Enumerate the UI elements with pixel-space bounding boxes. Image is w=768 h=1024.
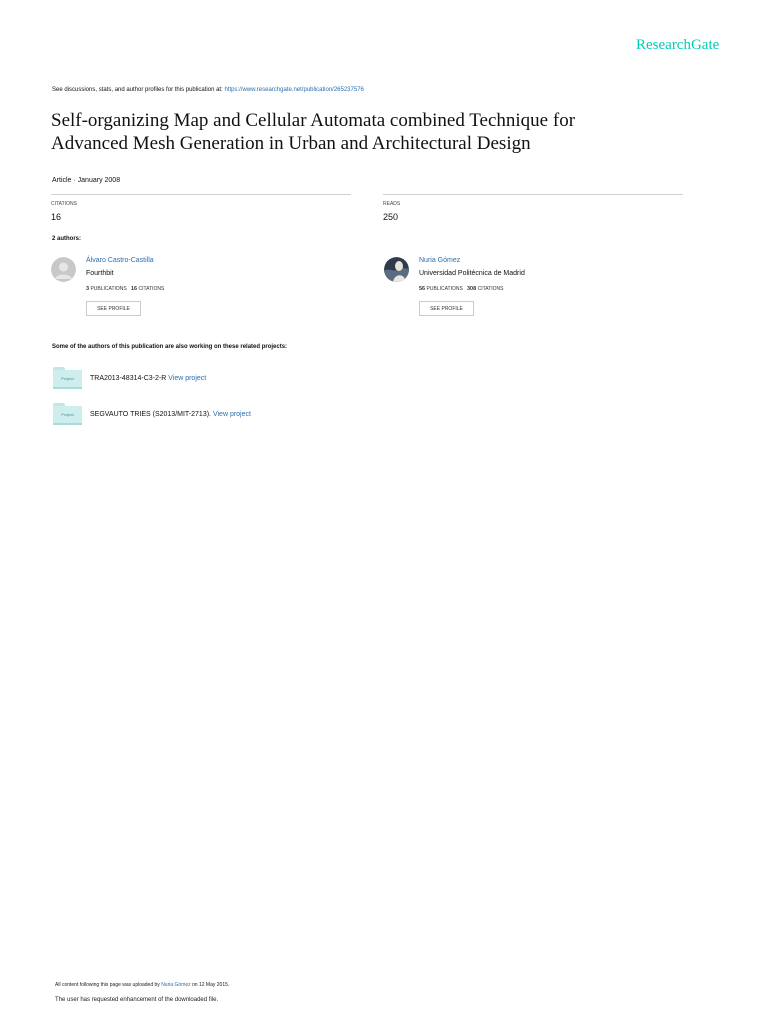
reads-value: 250 xyxy=(383,212,399,222)
author-2-publications-label: PUBLICATIONS xyxy=(426,286,463,292)
reads-label: READS xyxy=(383,201,401,207)
project-1-name: TRA2013-48314-C3-2-R xyxy=(90,375,167,382)
default-user-avatar-icon[interactable] xyxy=(51,257,76,282)
author-2-publications-count: 56 xyxy=(419,286,426,292)
upload-prefix: All content following this page was uploaded by xyxy=(55,982,162,988)
author-2-stats xyxy=(419,286,504,292)
author-1-institution: Fourthbit xyxy=(86,270,114,277)
project-folder-icon xyxy=(53,403,82,425)
author-1-publications-count: 3 xyxy=(86,286,90,292)
author-2-institution: Universidad Politécnica de Madrid xyxy=(419,270,525,277)
discussion-prefix: See discussions, stats, and author profiles for this publication at: xyxy=(52,87,225,93)
reads-divider xyxy=(383,194,683,195)
author-2-see-profile-button[interactable]: SEE PROFILE xyxy=(419,301,474,316)
project-icon-label: Project xyxy=(53,370,82,389)
project-2-name: SEGVAUTO TRIES (S2013/MIT-2713). xyxy=(90,411,211,418)
enhancement-note: The user has requested enhancement of the downloaded file. xyxy=(55,997,219,1003)
author-1-citations-count: 16 xyxy=(130,286,138,292)
project-folder-icon xyxy=(53,367,82,389)
uploader-link[interactable]: Nuria Gómez xyxy=(161,982,191,988)
author-1-stats xyxy=(86,286,164,292)
publication-title xyxy=(51,109,731,155)
project-1-view-link[interactable]: View project xyxy=(168,375,207,382)
author-2-citations-label: CITATIONS xyxy=(477,286,504,292)
upload-suffix: on 12 May 2015. xyxy=(190,982,230,988)
author-1-name-link[interactable]: Álvaro Castro-Castilla xyxy=(86,257,154,264)
project-2-view-link[interactable]: View project xyxy=(212,411,251,418)
author-2-citations-count: 308 xyxy=(467,286,477,292)
author-1-citations-label: CITATIONS xyxy=(138,286,165,292)
citations-label: CITATIONS xyxy=(51,201,77,207)
title-line-2: Advanced Mesh Generation in Urban and Architectural Design xyxy=(51,133,531,154)
researchgate-logo[interactable]: ResearchGate xyxy=(636,37,720,53)
author-1-publications-label: PUBLICATIONS xyxy=(90,286,127,292)
project-1-row xyxy=(90,375,206,382)
author-2-name-link[interactable]: Nuria Gómez xyxy=(419,257,461,264)
citations-divider xyxy=(51,194,351,195)
authors-count-label: 2 authors: xyxy=(52,236,82,242)
citations-value: 16 xyxy=(51,212,62,222)
project-2-row xyxy=(90,411,251,418)
publication-url-link[interactable]: https://www.researchgate.net/publication/265237576 xyxy=(224,87,364,93)
project-icon-label: Project xyxy=(53,406,82,425)
article-type-date: Article · January 2008 xyxy=(52,177,121,184)
discussion-line xyxy=(52,87,364,93)
upload-note xyxy=(55,982,229,988)
title-line-1: Self-organizing Map and Cellular Automata combined Technique for xyxy=(51,110,576,131)
author-1-see-profile-button[interactable]: SEE PROFILE xyxy=(86,301,141,316)
user-photo-avatar-icon[interactable] xyxy=(384,257,409,282)
related-projects-label: Some of the authors of this publication are also working on these related projects: xyxy=(52,344,288,350)
